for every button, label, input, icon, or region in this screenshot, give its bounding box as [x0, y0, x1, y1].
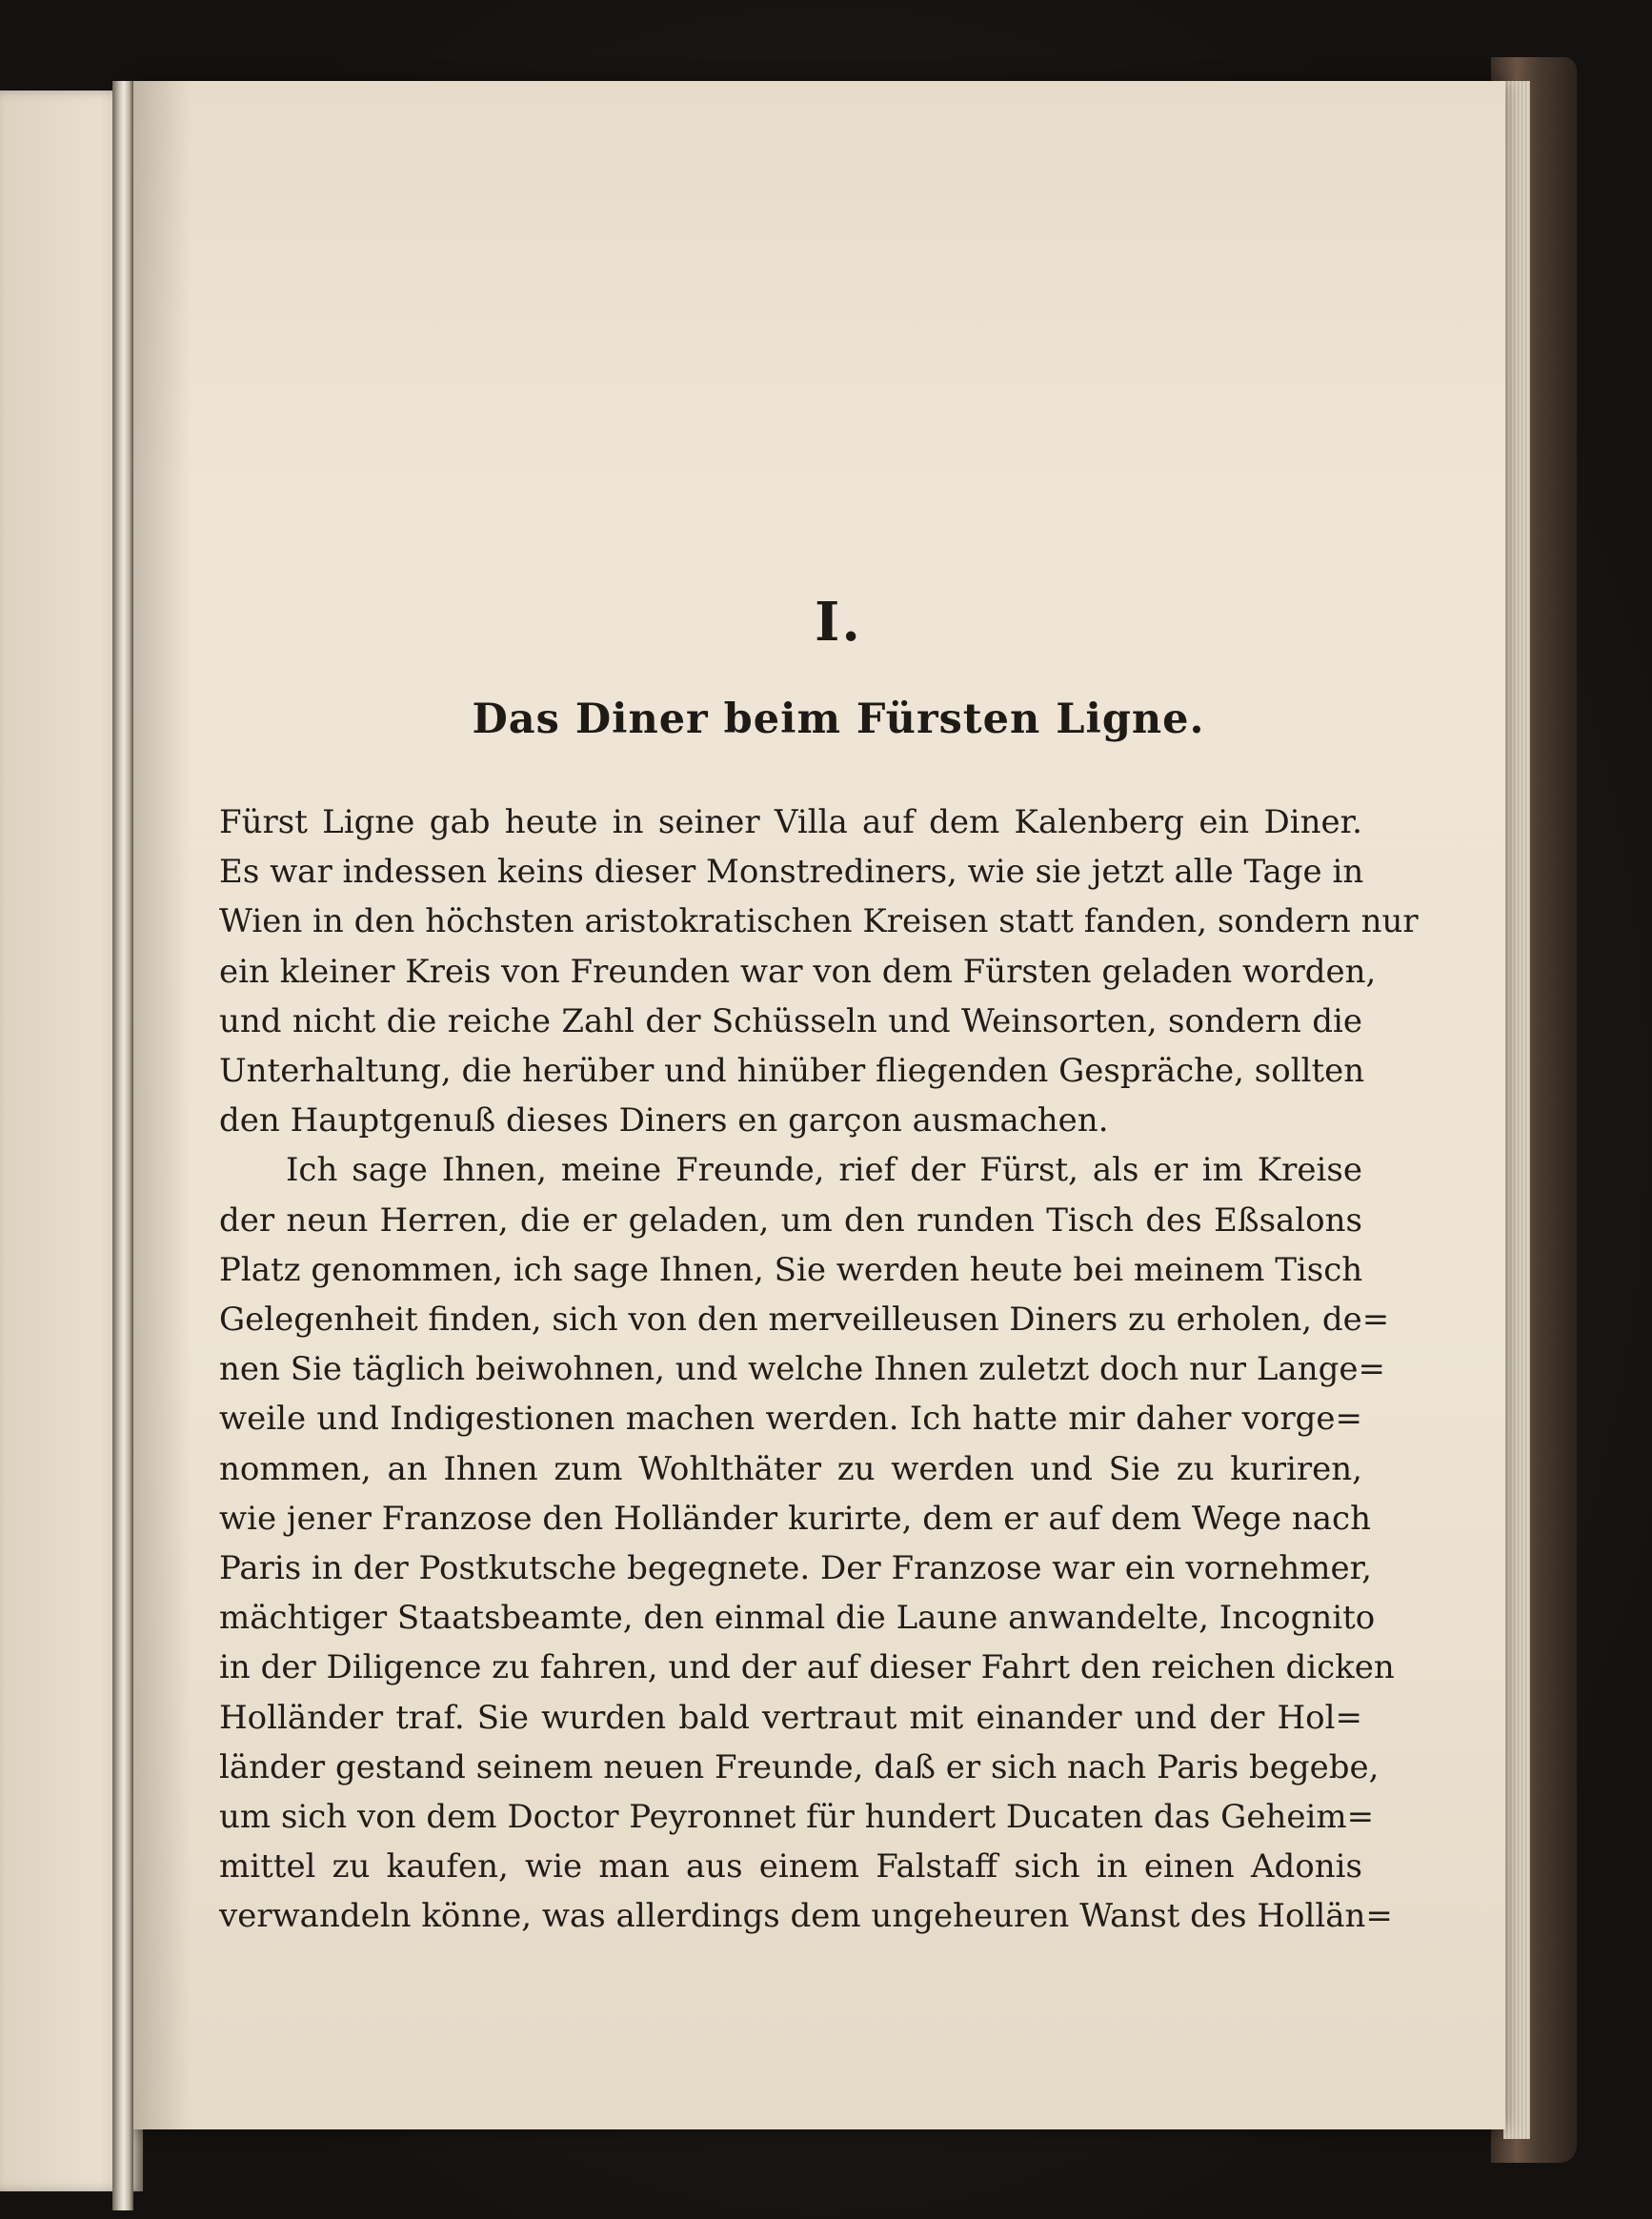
- text-line: ein kleiner Kreis von Freunden war von dem Fürsten geladen worden,: [219, 952, 1377, 991]
- text-line: nen Sie täglich beiwohnen, und welche Ihnen zuletzt doch nur Lange=: [219, 1350, 1385, 1389]
- text-line: verwandeln könne, was allerdings dem ungeheuren Wanst des Hollän=: [219, 1897, 1393, 1936]
- text-line: um sich von dem Doctor Peyronnet für hundert Ducaten das Geheim=: [219, 1798, 1375, 1837]
- text-line: länder gestand seinem neuen Freunde, daß er sich nach Paris begebe,: [219, 1747, 1380, 1786]
- text-line: und nicht die reiche Zahl der Schüsseln und Weinsorten, sondern die: [219, 1001, 1362, 1040]
- text-line: mächtiger Staatsbeamte, den einmal die Laune anwandelte, Incognito: [219, 1599, 1376, 1638]
- text-line: Fürst Ligne gab heute in seiner Villa auf dem Kalenberg ein Diner.: [219, 803, 1362, 841]
- text-line: Unterhaltung, die herüber und hinüber fliegenden Gespräche, sollten: [219, 1052, 1365, 1091]
- text-line: Es war indessen keins dieser Monstrediners, wie sie jetzt alle Tage in: [219, 853, 1364, 892]
- paragraph: [219, 797, 1419, 1145]
- chapter-title: Das Diner beim Fürsten Ligne.: [472, 696, 1205, 743]
- text-line: wie jener Franzose den Holländer kurirte, dem er auf dem Wege nach: [219, 1499, 1371, 1538]
- book-gutter: [112, 81, 133, 2210]
- text-line: mittel zu kaufen, wie man aus einem Falstaff sich in einen Adonis: [219, 1847, 1362, 1886]
- text-line: nommen, an Ihnen zum Wohlthäter zu werden und Sie zu kuriren,: [219, 1449, 1362, 1488]
- text-line: Paris in der Postkutsche begegnete. Der Franzose war ein vornehmer,: [219, 1549, 1372, 1588]
- text-line: der neun Herren, die er geladen, um den runden Tisch des Eßsalons: [219, 1200, 1362, 1240]
- chapter-number: I.: [815, 591, 862, 654]
- text-line: weile und Indigestionen machen werden. Ich hatte mir daher vorge=: [219, 1400, 1362, 1439]
- text-line: Ich sage Ihnen, meine Freunde, rief der Fürst, als er im Kreise: [286, 1151, 1362, 1190]
- text-line: Wien in den höchsten aristokratischen Kreisen statt fanden, sondern nur: [219, 902, 1419, 941]
- body-text: [219, 797, 1419, 1942]
- text-line: Holländer traf. Sie wurden bald vertraut mit einander und der Hol=: [219, 1698, 1362, 1737]
- paragraph: [219, 1145, 1395, 1941]
- text-line: Gelegenheit finden, sich von den merveilleusen Diners zu erholen, de=: [219, 1301, 1390, 1340]
- page-block-edge: [1503, 81, 1530, 2139]
- text-line: in der Diligence zu fahren, und der auf dieser Fahrt den reichen dicken: [219, 1648, 1395, 1687]
- book-page: [133, 81, 1505, 2129]
- text-line: den Hauptgenuß dieses Diners en garçon ausmachen.: [219, 1101, 1109, 1140]
- text-line: Platz genommen, ich sage Ihnen, Sie werden heute bei meinem Tisch: [219, 1250, 1363, 1289]
